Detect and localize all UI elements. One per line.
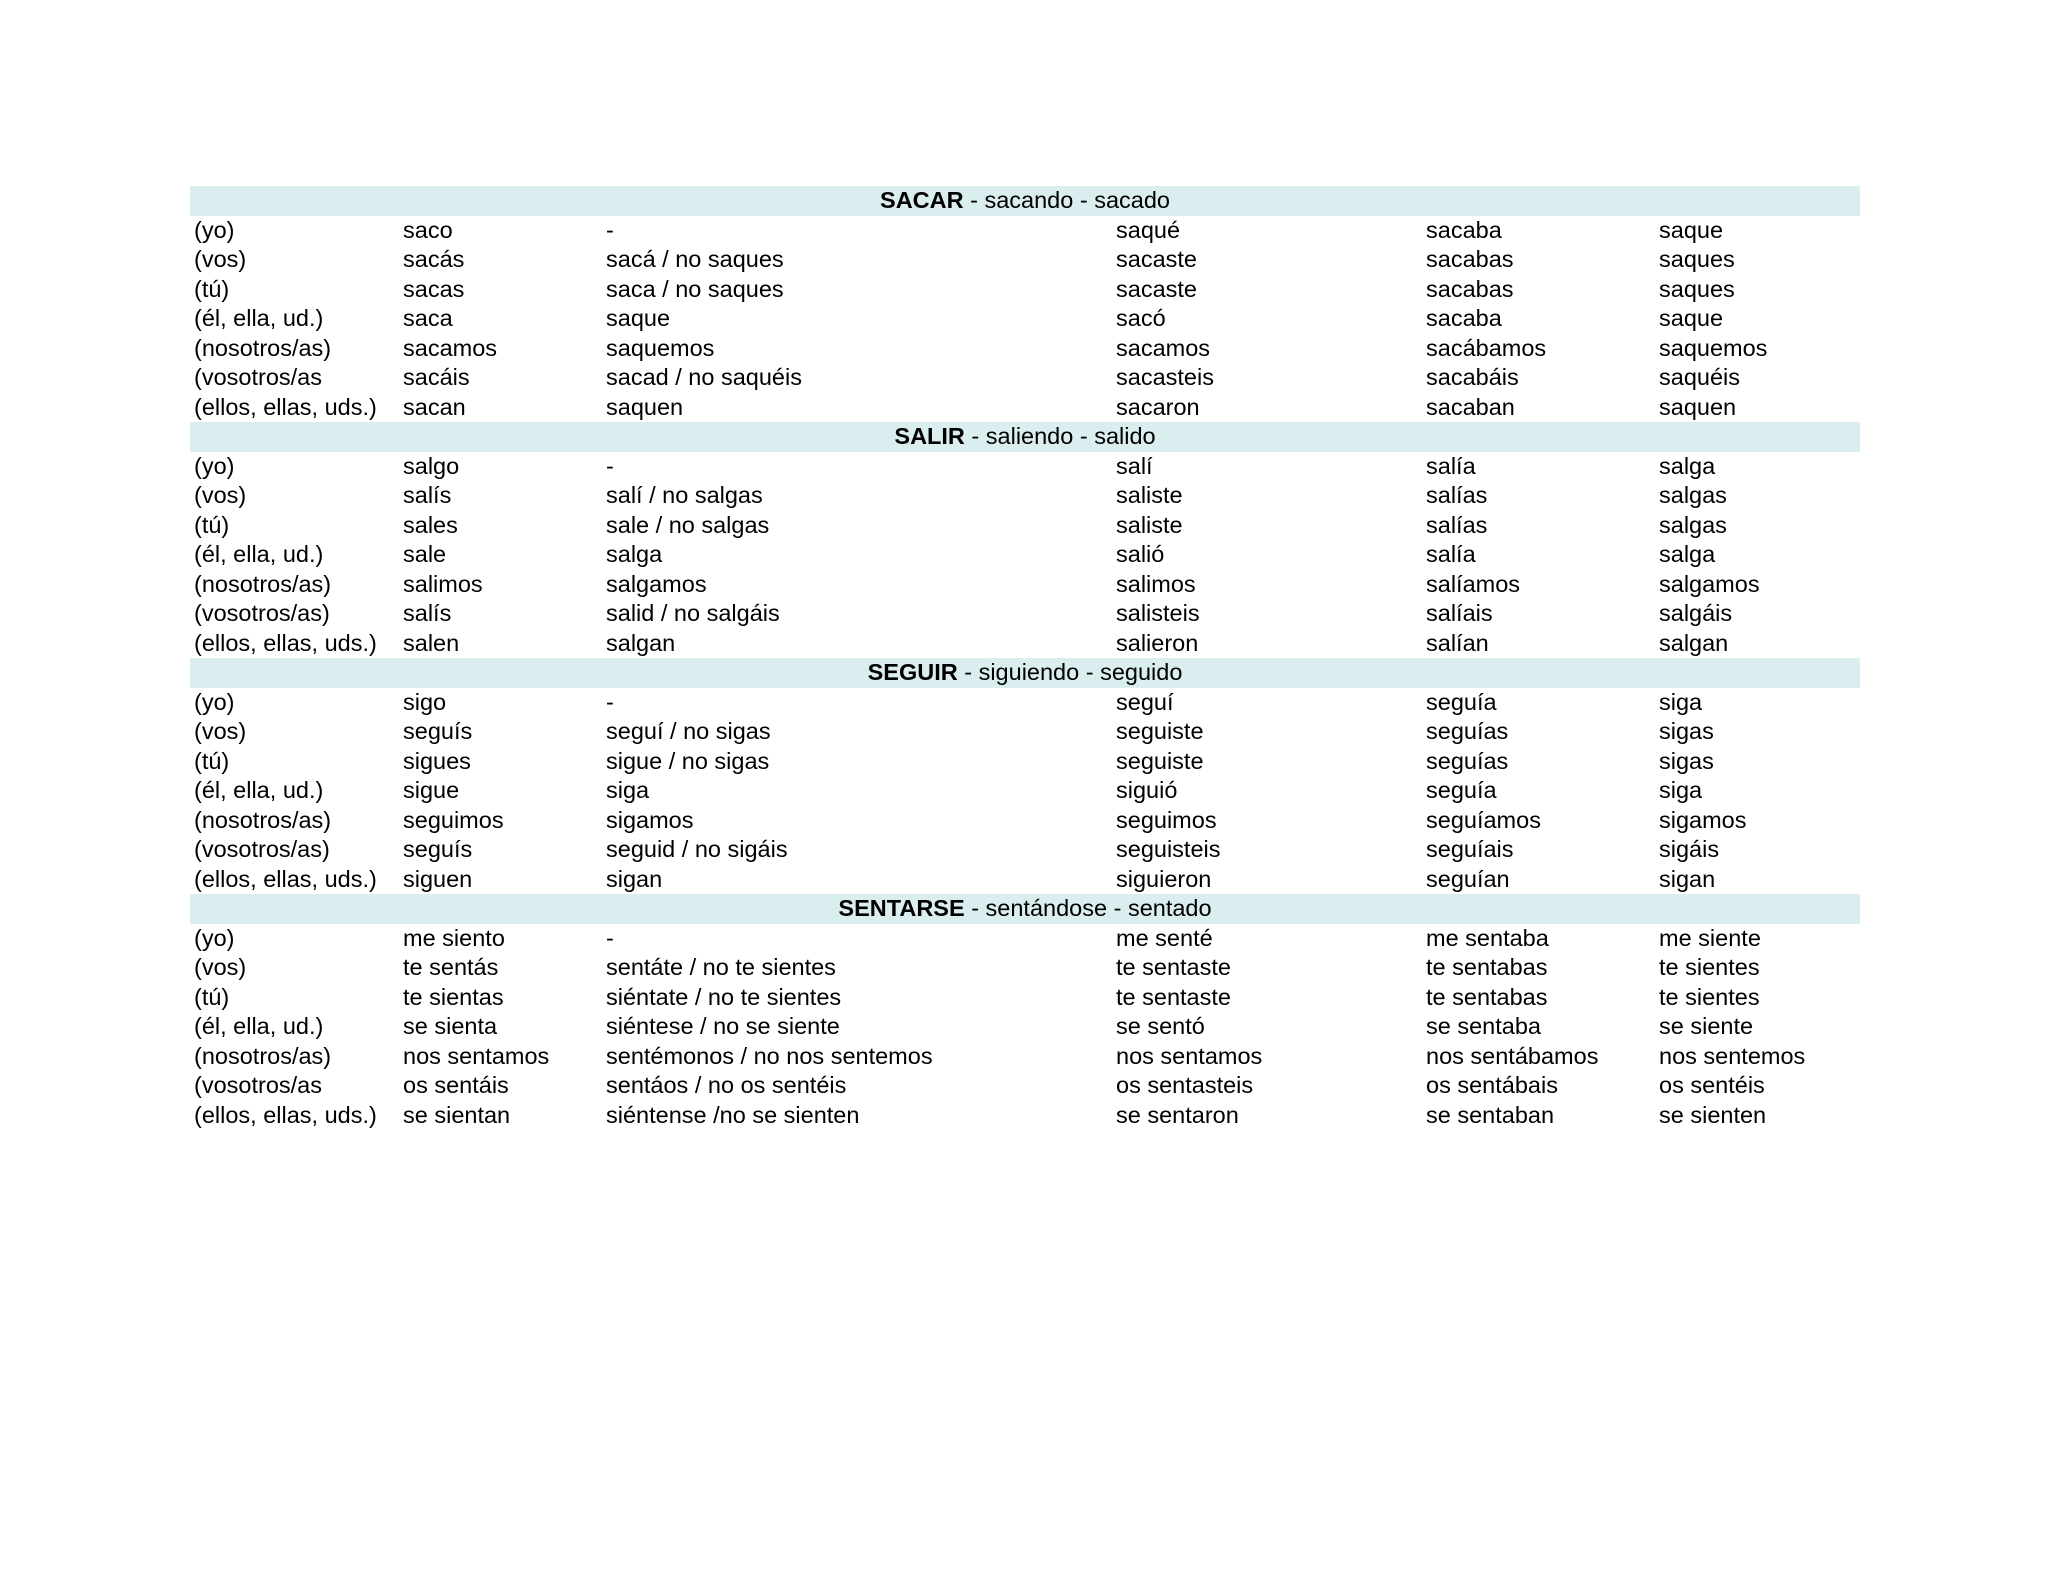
imperative-cell: siéntense /no se sienten [606,1101,860,1128]
pronoun-cell: (vos) [194,954,247,980]
verb-participles: - saliendo - salido [971,423,1156,449]
imperfect-cell: sacaban [1426,393,1515,420]
imperfect-cell: se sentaban [1426,1101,1555,1128]
imperative-cell: saquen [606,393,684,420]
preterite-cell: siguieron [1116,865,1212,892]
imperative-cell: salgamos [606,570,707,597]
imperfect-cell: seguíais [1426,836,1514,862]
preterite-cell: sacamos [1116,334,1211,361]
pronoun-cell: (él, ella, ud.) [194,305,324,331]
subjunctive-cell: salgan [1659,629,1729,656]
imperfect-cell: sacabas [1426,246,1514,272]
imperative-cell: salgan [606,629,676,656]
subjunctive-cell: salgamos [1659,570,1760,597]
present-cell: salen [403,629,460,656]
pronoun-cell: (nosotros/as) [194,334,332,361]
present-cell: sacás [403,246,465,272]
table-row [190,953,1860,983]
pronoun-cell: (nosotros/as) [194,570,332,597]
preterite-cell: os sentasteis [1116,1072,1254,1098]
present-cell: sacáis [403,364,470,390]
imperative-cell: saquemos [606,334,715,361]
subjunctive-cell: salga [1659,541,1716,567]
imperfect-cell: nos sentábamos [1426,1042,1599,1069]
pronoun-cell: (vosotros/as [194,1072,322,1098]
verb-infinitive: SACAR [880,187,964,213]
verb-participles: - sacando - sacado [970,187,1170,213]
table-row [190,924,1860,954]
subjunctive-cell: se sienten [1659,1101,1767,1128]
present-cell: os sentáis [403,1072,509,1098]
verb-infinitive: SEGUIR [867,659,958,685]
subjunctive-cell: os sentéis [1659,1072,1765,1098]
pronoun-cell: (yo) [194,452,235,479]
subjunctive-cell: saquéis [1659,364,1740,390]
imperative-cell: sigue / no sigas [606,747,770,774]
preterite-cell: se sentó [1116,1013,1205,1039]
table-row [190,776,1860,806]
pronoun-cell: (ellos, ellas, uds.) [194,865,377,892]
table-row [190,511,1860,541]
preterite-cell: seguisteis [1116,836,1221,862]
verb-header [190,894,1860,924]
preterite-cell: sacasteis [1116,364,1214,390]
present-cell: sale [403,541,447,567]
preterite-cell: sacaron [1116,393,1200,420]
subjunctive-cell: salgáis [1659,600,1733,626]
table-row [190,393,1860,423]
preterite-cell: te sentaste [1116,983,1231,1010]
imperfect-cell: seguía [1426,688,1497,715]
table-row [190,245,1860,275]
imperative-cell: salid / no salgáis [606,600,780,626]
table-row [190,1071,1860,1101]
subjunctive-cell: sigas [1659,747,1714,774]
preterite-cell: salisteis [1116,600,1200,626]
preterite-cell: sacó [1116,305,1166,331]
imperfect-cell: te sentabas [1426,954,1548,980]
imperative-cell: sale / no salgas [606,511,770,538]
subjunctive-cell: salgas [1659,511,1727,538]
table-row [190,304,1860,334]
imperfect-cell: os sentábais [1426,1072,1558,1098]
imperative-cell: sacad / no saquéis [606,364,802,390]
subjunctive-cell: sigáis [1659,836,1720,862]
verb-header-row [190,422,1860,452]
preterite-cell: me senté [1116,924,1213,951]
pronoun-cell: (ellos, ellas, uds.) [194,1101,377,1128]
subjunctive-cell: saquemos [1659,334,1768,361]
imperfect-cell: sacábamos [1426,334,1547,361]
subjunctive-cell: sigamos [1659,806,1747,833]
table-row [190,835,1860,865]
imperative-cell: - [606,452,614,479]
imperfect-cell: salías [1426,511,1488,538]
subjunctive-cell: te sientes [1659,983,1760,1010]
subjunctive-cell: te sientes [1659,954,1760,980]
pronoun-cell: (vosotros/as) [194,600,330,626]
table-row [190,865,1860,895]
table-row [190,717,1860,747]
table-row [190,275,1860,305]
imperfect-cell: seguíamos [1426,806,1541,833]
verb-infinitive: SALIR [894,423,965,449]
present-cell: saca [403,305,453,331]
imperfect-cell: seguían [1426,865,1510,892]
pronoun-cell: (ellos, ellas, uds.) [194,393,377,420]
preterite-cell: sacaste [1116,246,1197,272]
subjunctive-cell: siga [1659,777,1703,803]
subjunctive-cell: saquen [1659,393,1737,420]
table-row [190,806,1860,836]
imperative-cell: sigamos [606,806,694,833]
preterite-cell: seguiste [1116,747,1204,774]
imperfect-cell: seguía [1426,777,1497,803]
imperative-cell: siga [606,777,650,803]
pronoun-cell: (vos) [194,482,247,508]
imperfect-cell: salíais [1426,600,1493,626]
present-cell: sales [403,511,458,538]
preterite-cell: saliste [1116,511,1183,538]
pronoun-cell: (yo) [194,688,235,715]
present-cell: seguís [403,836,473,862]
imperfect-cell: se sentaba [1426,1013,1541,1039]
table-row [190,629,1860,659]
preterite-cell: salimos [1116,570,1196,597]
preterite-cell: seguimos [1116,806,1217,833]
imperative-cell: - [606,216,614,243]
imperative-cell: seguid / no sigáis [606,836,788,862]
imperfect-cell: sacabáis [1426,364,1519,390]
imperative-cell: sigan [606,865,663,892]
imperative-cell: salí / no salgas [606,482,763,508]
verb-header [190,186,1860,216]
pronoun-cell: (vosotros/as) [194,836,330,862]
pronoun-cell: (vos) [194,718,247,744]
conjugation-table [190,186,1860,1130]
imperative-cell: salga [606,541,663,567]
imperfect-cell: salíamos [1426,570,1521,597]
imperative-cell: sentémonos / no nos sentemos [606,1042,933,1069]
table-row [190,747,1860,777]
present-cell: sigues [403,747,471,774]
pronoun-cell: (nosotros/as) [194,806,332,833]
pronoun-cell: (tú) [194,275,230,302]
pronoun-cell: (tú) [194,747,230,774]
subjunctive-cell: saques [1659,275,1735,302]
preterite-cell: sacaste [1116,275,1197,302]
table-row [190,540,1860,570]
subjunctive-cell: se siente [1659,1013,1754,1039]
present-cell: siguen [403,865,473,892]
present-cell: te sentás [403,954,499,980]
preterite-cell: seguiste [1116,718,1204,744]
verb-participles: - siguiendo - seguido [964,659,1183,685]
imperfect-cell: salías [1426,482,1488,508]
pronoun-cell: (él, ella, ud.) [194,541,324,567]
subjunctive-cell: sigas [1659,718,1714,744]
pronoun-cell: (yo) [194,216,235,243]
table-row [190,334,1860,364]
pronoun-cell: (tú) [194,511,230,538]
present-cell: seguimos [403,806,504,833]
imperfect-cell: sacabas [1426,275,1514,302]
present-cell: sacan [403,393,466,420]
preterite-cell: salieron [1116,629,1199,656]
pronoun-cell: (vosotros/as [194,364,322,390]
subjunctive-cell: saque [1659,216,1724,243]
imperfect-cell: seguías [1426,718,1509,744]
imperfect-cell: salía [1426,452,1476,479]
table-row [190,1101,1860,1131]
imperative-cell: saca / no saques [606,275,784,302]
table-row [190,688,1860,718]
present-cell: seguís [403,718,473,744]
subjunctive-cell: siga [1659,688,1703,715]
present-cell: se sientan [403,1101,511,1128]
preterite-cell: se sentaron [1116,1101,1239,1128]
pronoun-cell: (yo) [194,924,235,951]
imperative-cell: sentáos / no os sentéis [606,1072,847,1098]
verb-header-row [190,658,1860,688]
present-cell: salimos [403,570,483,597]
preterite-cell: nos sentamos [1116,1042,1263,1069]
imperative-cell: - [606,688,614,715]
preterite-cell: seguí [1116,688,1174,715]
present-cell: sacamos [403,334,498,361]
present-cell: sacas [403,275,465,302]
imperative-cell: sentáte / no te sientes [606,954,836,980]
present-cell: salís [403,600,452,626]
verb-header [190,422,1860,452]
imperative-cell: sacá / no saques [606,246,784,272]
preterite-cell: te sentaste [1116,954,1231,980]
verb-header [190,658,1860,688]
imperative-cell: - [606,924,614,951]
subjunctive-cell: saques [1659,246,1735,272]
subjunctive-cell: nos sentemos [1659,1042,1806,1069]
present-cell: saco [403,216,453,243]
preterite-cell: saliste [1116,482,1183,508]
preterite-cell: salí [1116,452,1153,479]
table-row [190,1012,1860,1042]
imperative-cell: siéntese / no se siente [606,1013,840,1039]
imperfect-cell: seguías [1426,747,1509,774]
imperfect-cell: salía [1426,541,1476,567]
pronoun-cell: (vos) [194,246,247,272]
present-cell: salgo [403,452,460,479]
imperative-cell: saque [606,305,671,331]
subjunctive-cell: saque [1659,305,1724,331]
table-row [190,452,1860,482]
present-cell: sigo [403,688,447,715]
subjunctive-cell: salgas [1659,482,1727,508]
imperfect-cell: salían [1426,629,1489,656]
table-row [190,570,1860,600]
imperative-cell: seguí / no sigas [606,718,771,744]
imperfect-cell: sacaba [1426,305,1502,331]
pronoun-cell: (él, ella, ud.) [194,777,324,803]
pronoun-cell: (nosotros/as) [194,1042,332,1069]
present-cell: te sientas [403,983,504,1010]
preterite-cell: salió [1116,541,1165,567]
verb-header-row [190,894,1860,924]
imperfect-cell: te sentabas [1426,983,1548,1010]
conjugation-table-body [190,186,1860,1130]
present-cell: se sienta [403,1013,498,1039]
table-row [190,481,1860,511]
table-row [190,363,1860,393]
present-cell: me siento [403,924,505,951]
subjunctive-cell: salga [1659,452,1716,479]
present-cell: nos sentamos [403,1042,550,1069]
pronoun-cell: (tú) [194,983,230,1010]
imperfect-cell: me sentaba [1426,924,1549,951]
preterite-cell: siguió [1116,777,1178,803]
table-row [190,599,1860,629]
imperfect-cell: sacaba [1426,216,1502,243]
subjunctive-cell: sigan [1659,865,1716,892]
table-row [190,983,1860,1013]
verb-participles: - sentándose - sentado [971,895,1212,921]
table-row [190,216,1860,246]
verb-header-row [190,186,1860,216]
imperative-cell: siéntate / no te sientes [606,983,842,1010]
pronoun-cell: (él, ella, ud.) [194,1013,324,1039]
table-row [190,1042,1860,1072]
preterite-cell: saqué [1116,216,1181,243]
present-cell: salís [403,482,452,508]
pronoun-cell: (ellos, ellas, uds.) [194,629,377,656]
verb-infinitive: SENTARSE [838,895,965,921]
subjunctive-cell: me siente [1659,924,1761,951]
present-cell: sigue [403,777,460,803]
